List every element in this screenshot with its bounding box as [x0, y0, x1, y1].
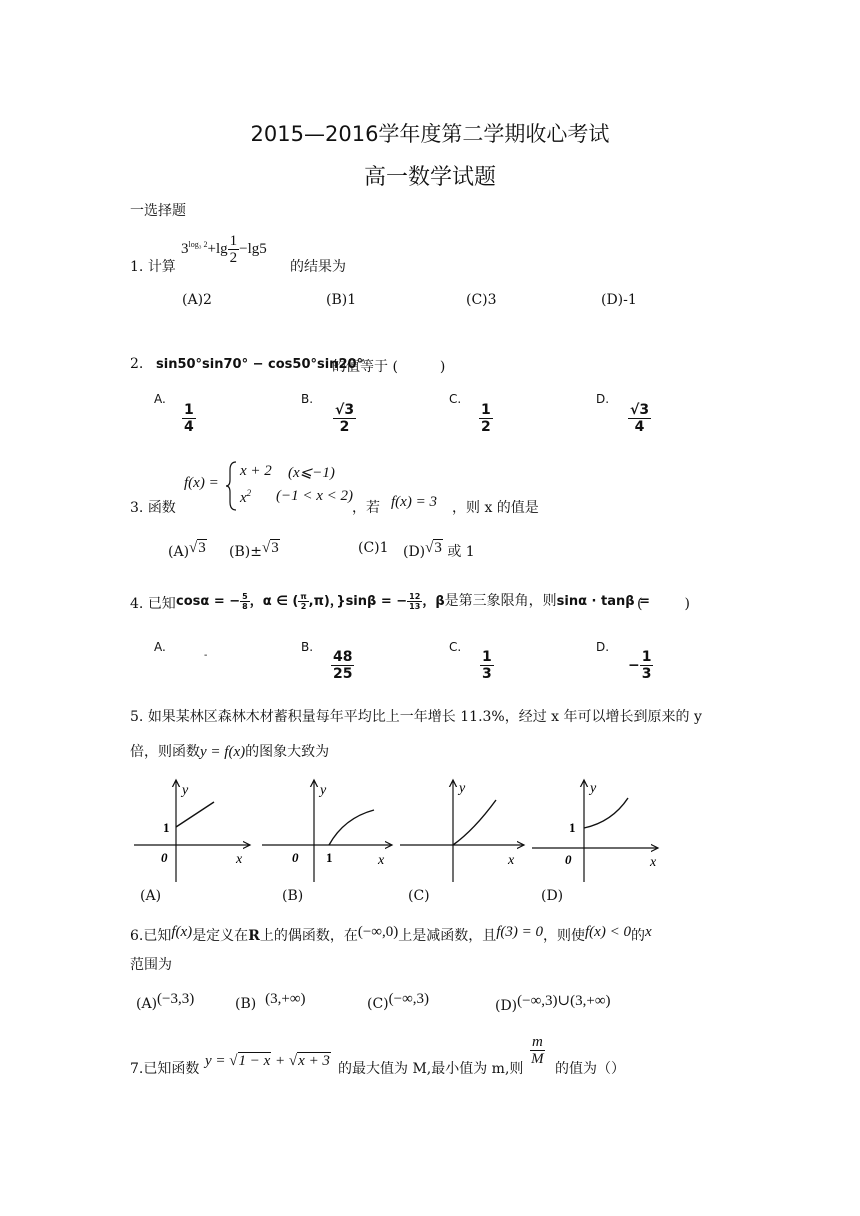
question-suffix: 的值等于 ( )	[332, 359, 446, 375]
question-number: 4.	[130, 596, 144, 612]
piecewise-brace	[226, 460, 238, 512]
q7-function: y = √1 − x + √x + 3	[205, 1053, 330, 1069]
svg-text:y: y	[590, 781, 597, 796]
question-number: 1.	[130, 259, 144, 275]
option-d-value: − $\frac{1}{3}$	[628, 649, 652, 682]
option-d: (D)-1	[601, 292, 637, 308]
graph-label-c: (C)	[408, 888, 430, 904]
option-a-label: A.	[154, 392, 166, 406]
question-suffix: 的值为（）	[555, 1061, 625, 1077]
svg-text:y: y	[182, 783, 189, 798]
q4-blank: ( )	[637, 596, 690, 612]
option-d-label: D.	[596, 392, 610, 406]
q3-condition: f(x) = 3	[391, 494, 437, 510]
option-b-value: $\frac{√3}{2}$	[335, 402, 355, 435]
option-c-value: $\frac{1}{2}$	[481, 402, 491, 435]
svg-text:0: 0	[161, 850, 168, 865]
svg-text:0: 0	[292, 850, 299, 865]
svg-text:y: y	[320, 783, 327, 798]
graph-label-d: (D)	[541, 888, 564, 904]
q3-cond2: (−1 < x < 2)	[276, 488, 354, 504]
option-c-value: $\frac{1}{3}$	[482, 649, 492, 682]
question-number: 3.	[130, 500, 144, 516]
option-c: (C)(−∞,3)	[367, 991, 430, 1012]
q7-fraction: $\frac{m}{M}$	[531, 1034, 544, 1067]
svg-text:1: 1	[163, 820, 170, 835]
option-c-label: C.	[449, 640, 462, 654]
option-b: (B) (3,+∞)	[235, 991, 306, 1012]
graph-a	[134, 780, 250, 882]
option-a: (A)√3	[168, 540, 206, 560]
svg-text:x: x	[378, 853, 385, 868]
graph-b	[262, 780, 392, 882]
option-a-value: -	[204, 650, 208, 661]
svg-text:1: 1	[569, 820, 576, 835]
question-prefix: 计算	[147, 259, 176, 275]
q5-graphs	[128, 770, 668, 910]
q6-line1: 6.已知f(x)是定义在R上的偶函数，在(−∞,0)上是减函数，且f(3) = 0，则使f(x) < 0的x	[130, 924, 652, 944]
q2-expression: sin50°sin70° − cos50°sin20°	[156, 357, 364, 372]
q1-expression: $3^{log_3 2}+\lg$ $\frac{1}{2}$ −lg5	[181, 233, 267, 266]
graph-label-b: (B)	[282, 888, 304, 904]
q3-fx: f(x) =	[184, 475, 219, 491]
option-a-value: $\frac{1}{4}$	[184, 402, 194, 435]
svg-text:x: x	[508, 853, 515, 868]
option-a: (A)(−3,3)	[136, 991, 195, 1012]
svg-text:x: x	[236, 852, 243, 867]
option-d: (D)√3 或 1	[403, 540, 475, 560]
option-d-value: $\frac{√3}{4}$	[630, 402, 650, 435]
graph-c	[400, 780, 524, 882]
question-suffix: ，则 x 的值是	[452, 500, 539, 516]
q6-line2: 范围为	[130, 957, 172, 973]
question-suffix: 的结果为	[290, 259, 346, 275]
option-c-label: C.	[449, 392, 462, 406]
q7-mid: 的最大值为 M,最小值为 m,则	[338, 1061, 524, 1077]
q7-prefix: 7.已知函数	[130, 1061, 200, 1077]
q5-function: y = f(x)	[200, 744, 246, 760]
option-d: (D)(−∞,3)∪(3,+∞)	[495, 993, 611, 1014]
option-b: (B)1	[326, 292, 357, 308]
option-c: (C)1	[358, 540, 389, 556]
q3-case2: $x^2$	[240, 488, 252, 506]
graph-label-a: (A)	[140, 888, 162, 904]
option-b: (B)±√3	[229, 540, 279, 560]
exam-title: 2015—2016学年度第二学期收心考试	[250, 122, 610, 146]
section-heading: 一选择题	[130, 203, 186, 219]
q3-cond1: (x⩽−1)	[288, 465, 335, 481]
option-c: (C)3	[466, 292, 497, 308]
svg-text:y: y	[459, 781, 466, 796]
graph-d	[532, 780, 658, 882]
q4-expression: cosα = − $\frac{5}{8}$ ，α ∈ ( $\frac{\pi}{2}$ ,π)，}sinβ = − $\frac{12}{13}$ ，β是第三象限角，则sinα · tanβ =	[176, 592, 650, 611]
svg-text:0: 0	[565, 852, 572, 867]
option-b-label: B.	[301, 392, 314, 406]
question-number: 2.	[130, 356, 144, 372]
question-text: 如果某林区森林木材蓄积量每年平均比上一年增长 11.3%，经过 x 年可以增长到原来的 y	[147, 709, 702, 725]
q3-mid: ，若	[352, 500, 380, 516]
svg-text:1: 1	[326, 850, 333, 865]
option-b-label: B.	[301, 640, 314, 654]
option-d-label: D.	[596, 640, 610, 654]
option-a-label: A.	[154, 640, 166, 654]
option-a: (A)2	[182, 292, 212, 308]
option-b-value: $\frac{48}{25}$	[333, 649, 353, 682]
exam-subtitle: 高一数学试题	[363, 165, 496, 190]
question-number: 5.	[130, 709, 144, 725]
svg-text:x: x	[650, 855, 657, 870]
q3-case1: x + 2	[240, 463, 272, 479]
question-prefix: 已知	[147, 596, 176, 612]
question-prefix: 函数	[147, 500, 176, 516]
